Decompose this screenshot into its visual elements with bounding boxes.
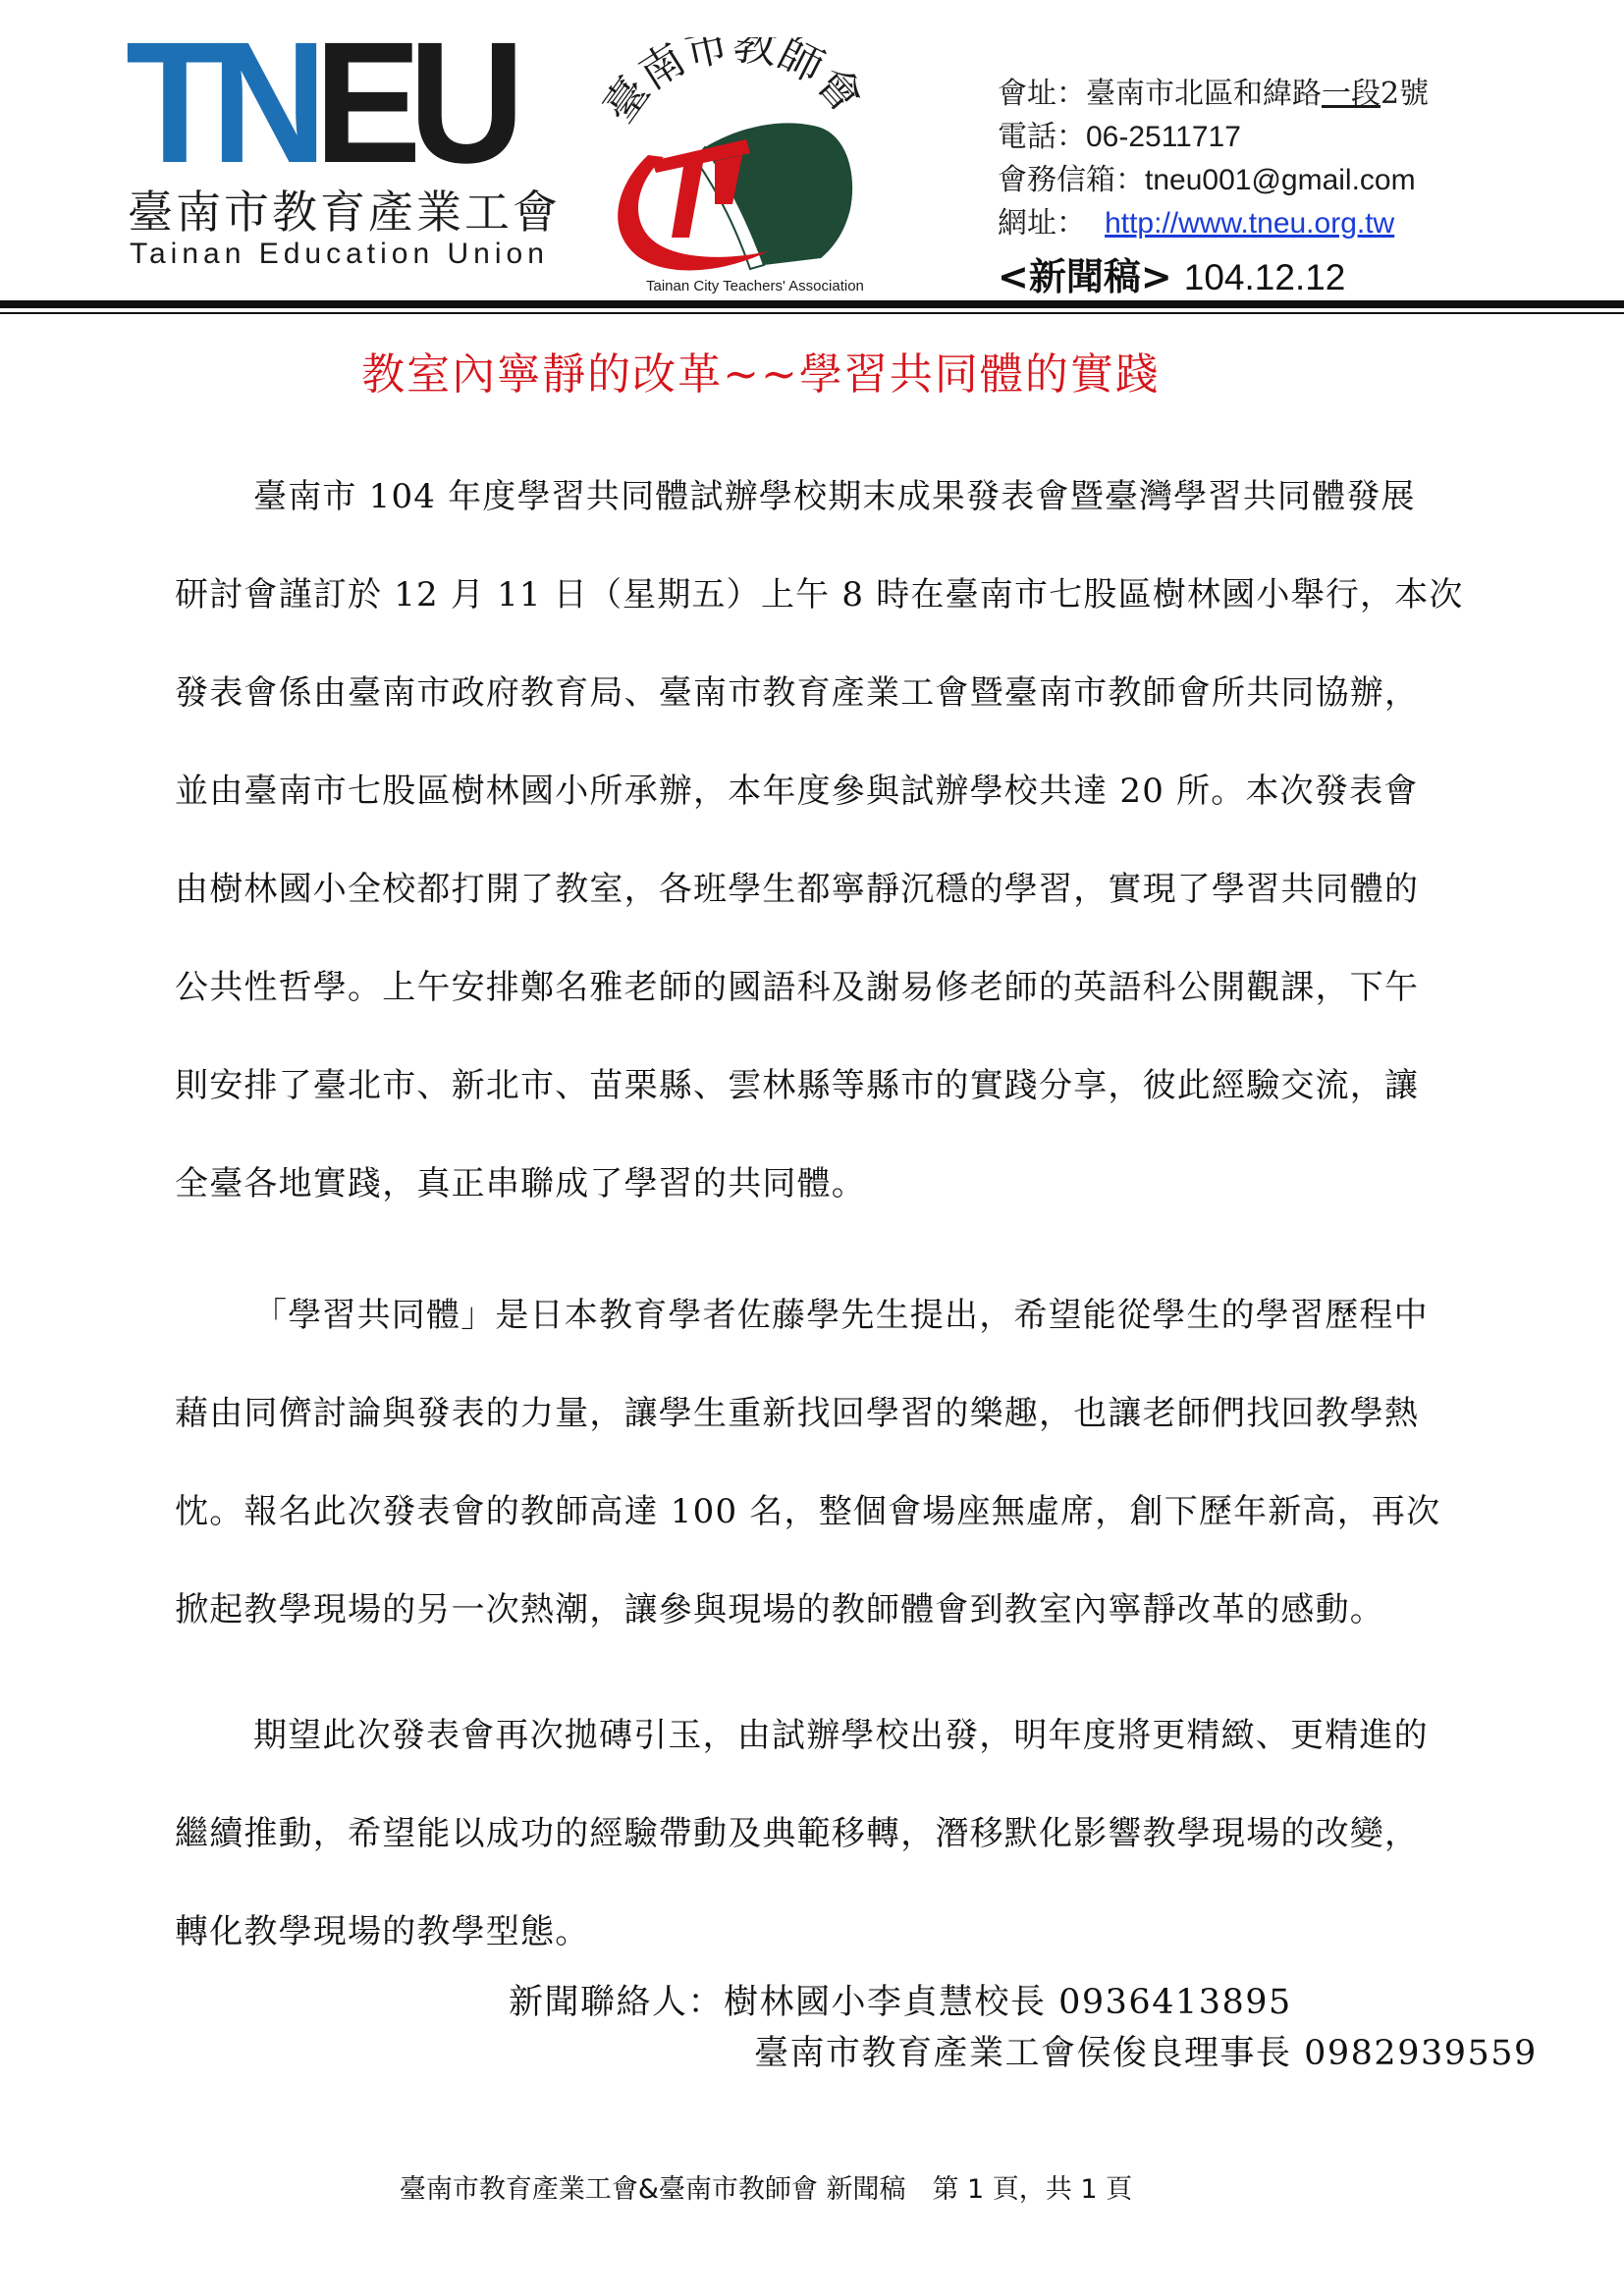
- paragraph-1-line-7: 則安排了臺北市、新北市、苗栗縣、雲林縣等縣市的實踐分享，彼此經驗交流，讓: [175, 1066, 1420, 1105]
- press-release-date: 104.12.12: [1183, 257, 1346, 297]
- news-contact-line-2: 臺南市教育產業工會侯俊良理事長 0982939559: [754, 2034, 1538, 2073]
- paragraph-3-line-3: 轉化教學現場的教學型態。: [175, 1912, 590, 1951]
- website-link[interactable]: http://www.tneu.org.tw: [1105, 207, 1395, 240]
- paragraph-1-line-5: 由樹林國小全校都打開了教室，各班學生都寧靜沉穩的學習，實現了學習共同體的: [175, 870, 1420, 909]
- paragraph-2-line-4: 掀起教學現場的另一次熱潮，讓參與現場的教師體會到教室內寧靜改革的感動。: [175, 1590, 1384, 1629]
- teachers-association-arc-name: [594, 37, 872, 133]
- header-divider-thick: [0, 300, 1624, 308]
- paragraph-1-line-8: 全臺各地實踐，真正串聯成了學習的共同體。: [175, 1164, 866, 1203]
- tneu-logo-tn: TN: [126, 7, 315, 199]
- teachers-association-name-en: Tainan City Teachers' Association: [646, 278, 864, 294]
- address-label: 會址：: [998, 77, 1086, 111]
- press-release-tag: <新聞稿>: [998, 255, 1172, 298]
- tneu-name-en: Tainan Education Union: [130, 238, 549, 270]
- website-label: 網址：: [998, 206, 1086, 240]
- phone-label: 電話：: [998, 120, 1086, 154]
- address-part1: 臺南市北區和緯路: [1086, 77, 1322, 111]
- header-divider-thin: [0, 312, 1624, 314]
- paragraph-2-line-1: 「學習共同體」是日本教育學者佐藤學先生提出，希望能從學生的學習歷程中: [253, 1296, 1429, 1335]
- email-line: [998, 159, 1606, 202]
- news-contact-line-1: 新聞聯絡人：樹林國小李貞慧校長 0936413895: [509, 1983, 1292, 2022]
- contact-info: [998, 73, 1606, 302]
- teachers-association-logo: [558, 37, 911, 294]
- tneu-name-zh: 臺南市教育產業工會: [128, 186, 561, 239]
- paragraph-1-line-3: 發表會係由臺南市政府教育局、臺南市教育產業工會暨臺南市教師會所共同協辦，: [175, 673, 1420, 713]
- email-value[interactable]: tneu001@gmail.com: [1145, 164, 1416, 196]
- paragraph-2-line-3: 忱。報名此次發表會的教師高達 100 名，整個會場座無虛席，創下歷年新高，再次: [175, 1492, 1441, 1531]
- paragraph-3-line-2: 繼續推動，希望能以成功的經驗帶動及典範移轉，潛移默化影響教學現場的改變，: [175, 1814, 1420, 1853]
- paragraph-3-line-1: 期望此次發表會再次拋磚引玉，由試辦學校出發，明年度將更精緻、更精進的: [253, 1716, 1429, 1755]
- tneu-logo: [126, 7, 561, 270]
- press-release-line: [998, 251, 1606, 302]
- teachers-association-emblem: [558, 37, 911, 283]
- paragraph-2-line-2: 藉由同儕討論與發表的力量，讓學生重新找回學習的樂趣，也讓老師們找回教學熱: [175, 1394, 1420, 1433]
- website-line: [998, 202, 1606, 245]
- email-label: 會務信箱：: [998, 163, 1145, 197]
- paragraph-1-line-6: 公共性哲學。上午安排鄭名雅老師的國語科及謝易修老師的英語科公開觀課，下午: [175, 968, 1420, 1007]
- phone-line: [998, 116, 1606, 159]
- address-line: [998, 73, 1606, 116]
- paragraph-1-line-4: 並由臺南市七股區樹林國小所承辦，本年度參與試辦學校共達 20 所。本次發表會: [175, 772, 1419, 811]
- paragraph-1-line-2: 研討會謹訂於 12 月 11 日（星期五）上午 8 時在臺南市七股區樹林國小舉行，本次: [175, 575, 1464, 614]
- tneu-logo-eu: EU: [314, 7, 513, 199]
- page-footer: 臺南市教育產業工會&臺南市教師會 新聞稿 第 1 頁，共 1 頁: [399, 2174, 1133, 2205]
- address-part3: 2號: [1380, 77, 1430, 111]
- teachers-association-arc-text: 臺南市教師會: [594, 37, 873, 133]
- address-part2: 一段: [1322, 77, 1380, 111]
- paragraph-1-line-1: 臺南市 104 年度學習共同體試辦學校期末成果發表會暨臺灣學習共同體發展: [253, 477, 1416, 516]
- article-title: 教室內寧靜的改革~~學習共同體的實踐: [361, 349, 1161, 400]
- tneu-logo-letters: [126, 7, 513, 199]
- phone-value: 06-2511717: [1086, 121, 1241, 153]
